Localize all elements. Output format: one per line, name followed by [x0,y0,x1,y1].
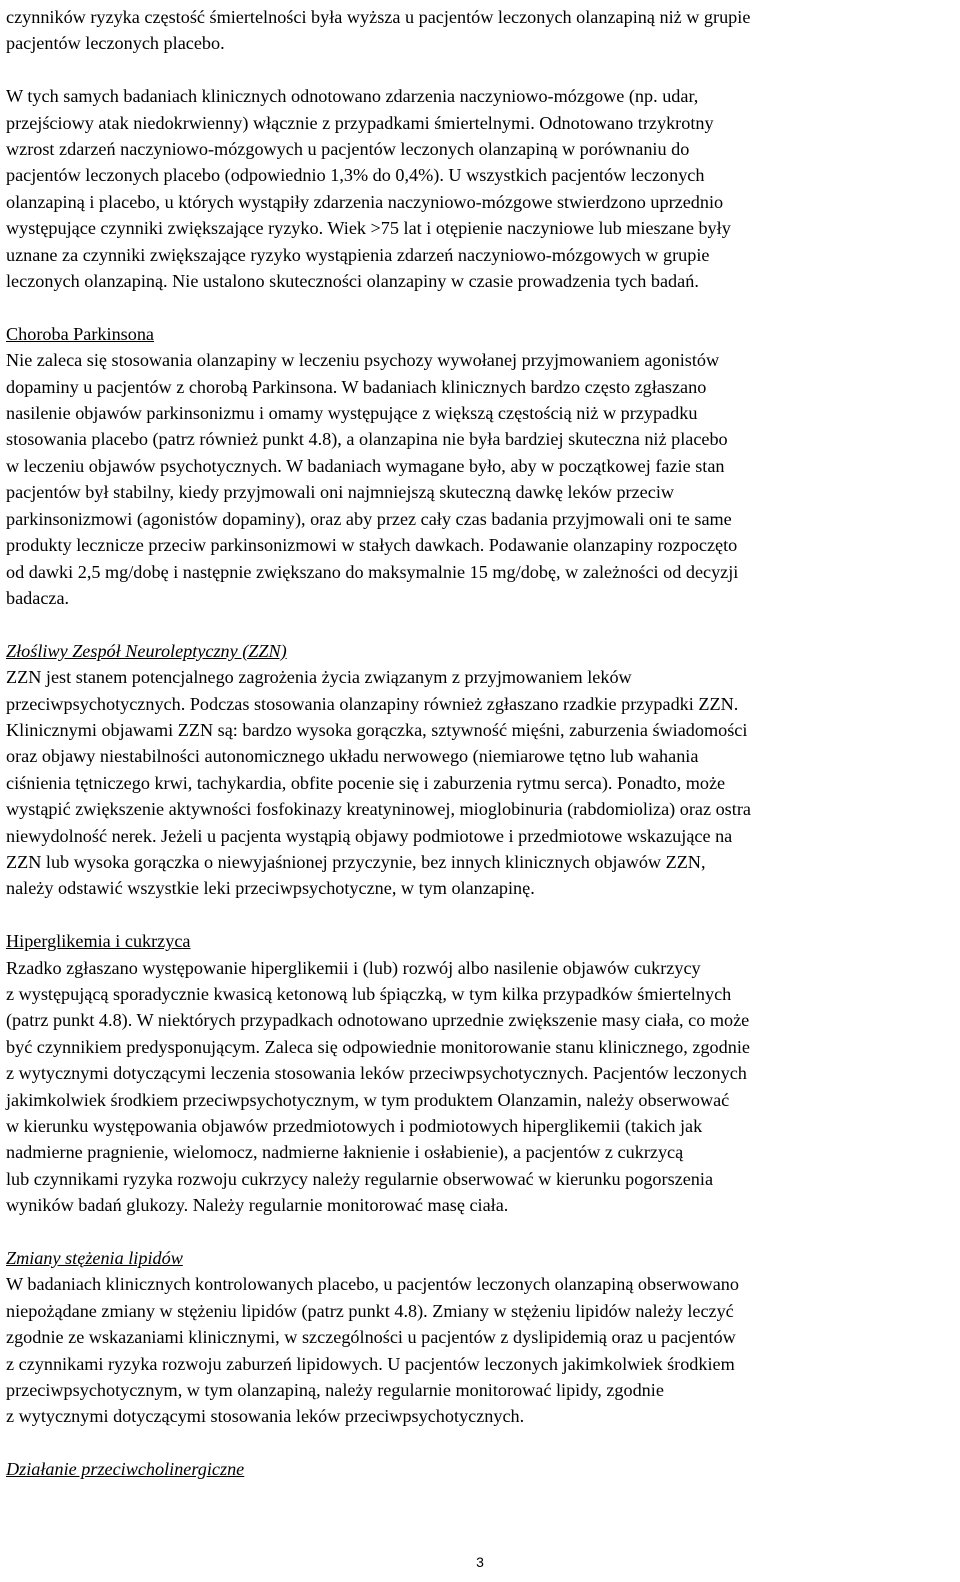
section-parkinson [6,321,954,611]
text-line: Nie zaleca się stosowania olanzapiny w leczeniu psychozy wywołanej przyjmowaniem agonistów [6,350,720,371]
text-line: oraz objawy niestabilności autonomicznego układu nerwowego (niemiarowe tętno lub wahania [6,746,699,767]
paragraph-spacer [6,294,954,320]
text-line: zgodnie ze wskazaniami klinicznymi, w szczególności u pacjentów z dyslipidemią oraz u pacjentów [6,1327,736,1348]
text-line: pacjentów był stabilny, kiedy przyjmowali oni najmniejszą skuteczną dawkę leków przeciw [6,482,675,503]
text-line: parkinsonizmowi (agonistów dopaminy), oraz aby przez cały czas badania przyjmowali oni te same [6,508,732,529]
text-line: w leczeniu objawów psychotycznych. W badaniach wymagane było, aby w początkowej fazie stan [6,455,725,476]
text-line: W tych samych badaniach klinicznych odnotowano zdarzenia naczyniowo-mózgowe (np. udar, [6,86,699,107]
text-line: pacjentów leczonych placebo. [6,33,225,54]
section-text-hyperglycemia [6,955,954,1219]
text-line: stosowania placebo (patrz również punkt 4.8), a olanzapina nie była bardziej skuteczna niż placebo [6,429,728,450]
paragraph-spacer [6,1430,954,1456]
text-line: w kierunku występowania objawów przedmiotowych i podmiotowych hiperglikemii (takich jak [6,1116,703,1136]
text-line: z występującą sporadycznie kwasicą ketonową lub śpiączką, w tym kilka przypadków śmiertelnych [6,983,732,1004]
page-number: 3 [476,1554,484,1570]
section-heading-lipids: Zmiany stężenia lipidów [6,1248,183,1269]
text-line: lub czynnikami ryzyka rozwoju cukrzycy należy regularnie obserwować w kierunku pogorszenia [6,1168,714,1189]
text-line: (patrz punkt 4.8). W niektórych przypadkach odnotowano uprzednie zwiększenie masy ciała, co może [6,1010,750,1031]
section-heading-hyperglycemia: Hiperglikemia i cukrzyca [6,931,191,952]
text-line: przeciwpsychotycznym, w tym olanzapiną, należy regularnie monitorować lipidy, zgodnie [6,1380,664,1401]
text-line: czynników ryzyka częstość śmiertelności była wyższa u pacjentów leczonych olanzapiną niż w grupie [6,7,751,27]
text-line: ZZN lub wysoka gorączka o niewyjaśnionej przyczynie, bez innych klinicznych objawów ZZN, [6,851,706,872]
text-line: pacjentów leczonych placebo (odpowiednio 1,3% do 0,4%). U wszystkich pacjentów leczonych [6,165,705,186]
text-line: z czynnikami ryzyka rozwoju zaburzeń lipidowych. U pacjentów leczonych jakimkolwiek środkiem [6,1353,735,1374]
text-line: produkty lecznicze przeciw parkinsonizmowi w stałych dawkach. Podawanie olanzapiny rozpoczęto [6,535,738,556]
paragraph-spacer [6,902,954,928]
text-line: z wytycznymi dotyczącymi leczenia stosowania leków przeciwpsychotycznych. Pacjentów leczonych [6,1063,747,1084]
text-line: niewydolność nerek. Jeżeli u pacjenta wystąpią objawy podmiotowe i przedmiotowe wskazujące na [6,825,733,846]
section-text-parkinson [6,347,954,611]
text-line: nadmierne pragnienie, wielomocz, nadmierne łaknienie i osłabienie), a pacjentów z cukrzycą [6,1142,684,1163]
text-line: ZZN jest stanem potencjalnego zagrożenia życia związanym z przyjmowaniem leków [6,667,632,688]
section-heading-parkinson: Choroba Parkinsona [6,323,155,344]
text-line: być czynnikiem predysponującym. Zaleca się odpowiednie monitorowanie stanu klinicznego, zgodnie [6,1036,750,1057]
section-text-lipids [6,1271,954,1429]
text-line: uznane za czynniki zwiększające ryzyko wystąpienia zdarzeń naczyniowo-mózgowych w grupie [6,244,710,265]
text-line: W badaniach klinicznych kontrolowanych placebo, u pacjentów leczonych olanzapiną obserwowano [6,1274,739,1295]
text-line: wyników badań glukozy. Należy regularnie monitorować masę ciała. [6,1195,509,1216]
text-line: olanzapiną i placebo, u których wystąpiły zdarzenia naczyniowo-mózgowe stwierdzono uprzednio [6,191,724,212]
text-line: z wytycznymi dotyczącymi stosowania leków przeciwpsychotycznych. [6,1406,525,1427]
section-heading-nms: Złośliwy Zespół Neuroleptyczny (ZZN) [6,640,287,661]
section-anticholinergic [6,1456,954,1482]
document-body [6,4,954,1483]
paragraph-spacer [6,57,954,83]
text-line: nasilenie objawów parkinsonizmu i omamy występujące z większą częstością niż w przypadku [6,403,698,424]
text-line: badacza. [6,587,70,608]
section-nms [6,638,954,902]
paragraph-spacer [6,611,954,637]
cerebrovascular-paragraph [6,83,954,294]
text-line: wzrost zdarzeń naczyniowo-mózgowych u pacjentów leczonych olanzapiną w porównaniu do [6,139,690,160]
text-line: występujące czynniki zwiększające ryzyko. Wiek >75 lat i otępienie naczyniowe lub mieszane były [6,218,731,239]
section-heading-anticholinergic: Działanie przeciwcholinergiczne [6,1459,245,1480]
text-line: należy odstawić wszystkie leki przeciwpsychotyczne, w tym olanzapinę. [6,878,535,899]
text-line: niepożądane zmiany w stężeniu lipidów (patrz punkt 4.8). Zmiany w stężeniu lipidów należy leczyć [6,1300,734,1321]
text-line: Rzadko zgłaszano występowanie hiperglikemii i (lub) rozwój albo nasilenie objawów cukrzycy [6,957,701,978]
paragraph-spacer [6,1219,954,1245]
text-line: przejściowy atak niedokrwienny) włącznie z przypadkami śmiertelnymi. Odnotowano trzykrotny [6,112,714,133]
text-line: wystąpić zwiększenie aktywności fosfokinazy kreatyninowej, mioglobinuria (rabdomioliza) oraz ostra [6,799,751,820]
text-line: jakimkolwiek środkiem przeciwpsychotycznym, w tym produktem Olanzamin, należy obserwować [6,1089,730,1110]
text-line: dopaminy u pacjentów z chorobą Parkinsona. W badaniach klinicznych bardzo często zgłaszano [6,376,707,397]
text-line: leczonych olanzapiną. Nie ustalono skuteczności olanzapiny w czasie prowadzenia tych badań. [6,271,699,292]
text-line: Klinicznymi objawami ZZN są: bardzo wysoka gorączka, sztywność mięśni, zaburzenia świadomości [6,719,748,740]
section-text-nms [6,664,954,902]
section-hyperglycemia [6,928,954,1218]
section-lipids [6,1245,954,1430]
intro-paragraph [6,4,954,57]
text-line: od dawki 2,5 mg/dobę i następnie zwiększano do maksymalnie 15 mg/dobę, w zależności od decyzji [6,561,739,582]
text-line: ciśnienia tętniczego krwi, tachykardia, obfite pocenie się i zaburzenia rytmu serca). Ponadto, może [6,772,726,793]
text-line: przeciwpsychotycznych. Podczas stosowania olanzapiny również zgłaszano rzadkie przypadki ZZN. [6,693,739,714]
